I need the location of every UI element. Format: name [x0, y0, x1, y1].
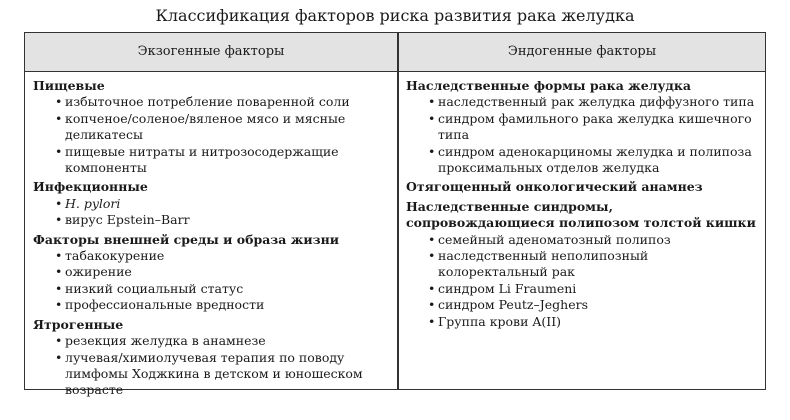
- bullet: •: [428, 231, 436, 247]
- group-title: Инфекционные: [33, 179, 148, 195]
- group-title: Пищевые: [33, 78, 105, 93]
- group-oncologic-history: [406, 179, 760, 195]
- bullet: •: [55, 264, 63, 280]
- bullet: •: [428, 110, 436, 126]
- bullet: •: [428, 143, 436, 159]
- risk-factors-table: [24, 32, 766, 398]
- group-food: [33, 78, 389, 176]
- bullet: •: [428, 280, 436, 296]
- bullet: •: [428, 313, 436, 329]
- bullet: •: [55, 94, 63, 110]
- header-endogenous: Эндогенные факторы: [507, 44, 657, 59]
- bullet: •: [55, 212, 63, 228]
- exogenous-column: [33, 78, 389, 402]
- group-infectious: [33, 179, 389, 228]
- list-item: • профессиональные вредности: [55, 297, 265, 313]
- bullet: •: [428, 248, 436, 264]
- list-item: • копченое/соленое/вяленое мясо и мясные деликатесы: [55, 110, 346, 143]
- bullet: •: [55, 195, 63, 211]
- list-item: • ожирение: [55, 264, 132, 280]
- list-item: • H. pylori: [55, 195, 121, 211]
- header-exogenous: Экзогенные факторы: [137, 44, 285, 59]
- endogenous-column: [406, 78, 760, 333]
- bullet: •: [55, 280, 63, 296]
- bullet: •: [428, 94, 436, 110]
- list-item: • семейный аденоматозный полипоз: [428, 231, 671, 247]
- group-hereditary-syndromes: [406, 199, 760, 330]
- list-item: • пищевые нитраты и нитрозосодержащие компоненты: [55, 143, 339, 176]
- list-item: • синдром Li Fraumeni: [428, 280, 577, 296]
- bullet: •: [55, 333, 63, 349]
- group-title: Отягощенный онкологический анамнез: [406, 179, 703, 195]
- table-caption: Классификация факторов риска развития рака желудка: [155, 6, 635, 25]
- list-item: • наследственный неполипозный колоректальный рак: [428, 248, 649, 280]
- list-item: • синдром фамильного рака желудка кишечного типа: [428, 110, 752, 143]
- list-item: • наследственный рак желудка диффузного типа: [428, 94, 755, 110]
- group-title: Факторы внешней среды и образа жизни: [33, 231, 340, 247]
- table-header: [25, 33, 765, 72]
- group-environment-lifestyle: [33, 232, 389, 314]
- group-title: Наследственные формы рака желудка: [406, 78, 692, 93]
- bullet: •: [55, 143, 63, 159]
- list-item: • вирус Epstein–Barr: [55, 212, 190, 228]
- list-item: • лучевая/химиолучевая терапия по поводу лимфомы Ходжкина в детском и юношеском возрасте: [55, 349, 363, 398]
- list-item: • Группа крови A(II): [428, 313, 562, 329]
- bullet: •: [55, 110, 63, 126]
- group-hereditary-forms: [406, 78, 760, 176]
- list-item: • синдром аденокарциномы желудка и полипоза проксимальных отделов желудка: [428, 143, 752, 176]
- list-item: • синдром Peutz–Jeghers: [428, 297, 588, 313]
- bullet: •: [55, 349, 63, 365]
- group-title: Наследственные синдромы, сопровождающиеся полипозом толстой кишки: [406, 198, 756, 231]
- bullet: •: [55, 297, 63, 313]
- group-iatrogenic: [33, 317, 389, 399]
- list-item: • низкий социальный статус: [55, 280, 244, 296]
- group-title: Ятрогенные: [33, 316, 124, 332]
- bullet: •: [55, 248, 63, 264]
- bullet: •: [428, 297, 436, 313]
- column-divider: [397, 33, 399, 389]
- list-item: • избыточное потребление поваренной соли: [55, 94, 350, 110]
- list-item: • табакокурение: [55, 248, 165, 264]
- list-item: • резекция желудка в анамнезе: [55, 333, 266, 349]
